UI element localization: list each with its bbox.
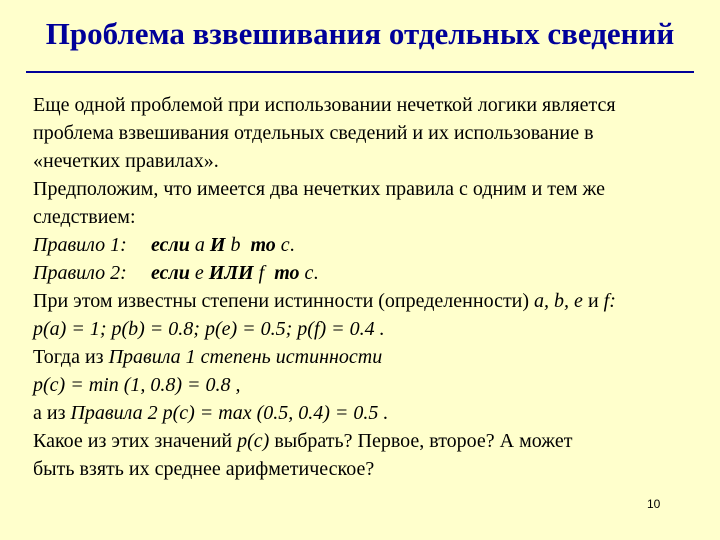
probabilities-line: p(a) = 1; p(b) = 0.8; p(e) = 0.5; p(f) = 0.4 . [33,318,385,340]
body-line: Предположим, что имеется два нечетких правила с одним и тем же [33,178,605,200]
rule-if: если [151,234,190,256]
rule-var: c [304,262,314,284]
page-number: 10 [647,497,661,511]
rule-var: c [280,234,290,256]
body-line: Еще одной проблемой при использовании нечеткой логики является [33,94,616,116]
rule-if: если [151,262,190,284]
body-line: следствием: [33,206,136,228]
rule-var: e [194,262,204,284]
formula-min: p(c) = min (1, 0.8) = 0.8 , [33,374,241,396]
text-segment: При этом известны степени истинности (определенности) [33,290,535,312]
rule-then: то [274,262,300,284]
body-line: быть взять их среднее арифметическое? [33,458,375,480]
body-line [33,399,693,427]
rule-2-label: Правило 2: [33,262,127,284]
slide-title: Проблема взвешивания отдельных сведений [45,16,675,51]
body-line: «нечетких правилах». [33,150,219,172]
variable-f: f: [603,290,616,312]
text-segment: Какое из этих значений [33,430,238,452]
body-line [33,343,693,371]
rule-var: b [230,234,241,256]
rule-operator: И [209,234,226,256]
rule-var: a [194,234,205,256]
slide-body [33,91,693,483]
rule-var: f [258,262,265,284]
rule-1-label: Правило 1: [33,234,127,256]
text-segment: а из [33,402,71,424]
body-line [33,287,693,315]
rule-end: . [313,262,319,284]
text-segment: и [582,290,604,312]
italic-segment: Правила 1 степень истинности [108,346,383,368]
rule-then: то [250,234,276,256]
rule-operator: ИЛИ [208,262,254,284]
text-segment: Тогда из [33,346,109,368]
body-line [33,427,693,455]
rule-1 [33,231,693,259]
title-divider [26,71,694,73]
formula-max: Правила 2 p(c) = max (0.5, 0.4) = 0.5 . [70,402,389,424]
body-line: проблема взвешивания отдельных сведений и их использование в [33,122,594,144]
variable-list: a, b, e [534,290,583,312]
text-segment: выбрать? Первое, второе? А может [269,430,573,452]
rule-end: . [289,234,295,256]
italic-segment: p(c) [237,430,270,452]
rule-2 [33,259,693,287]
